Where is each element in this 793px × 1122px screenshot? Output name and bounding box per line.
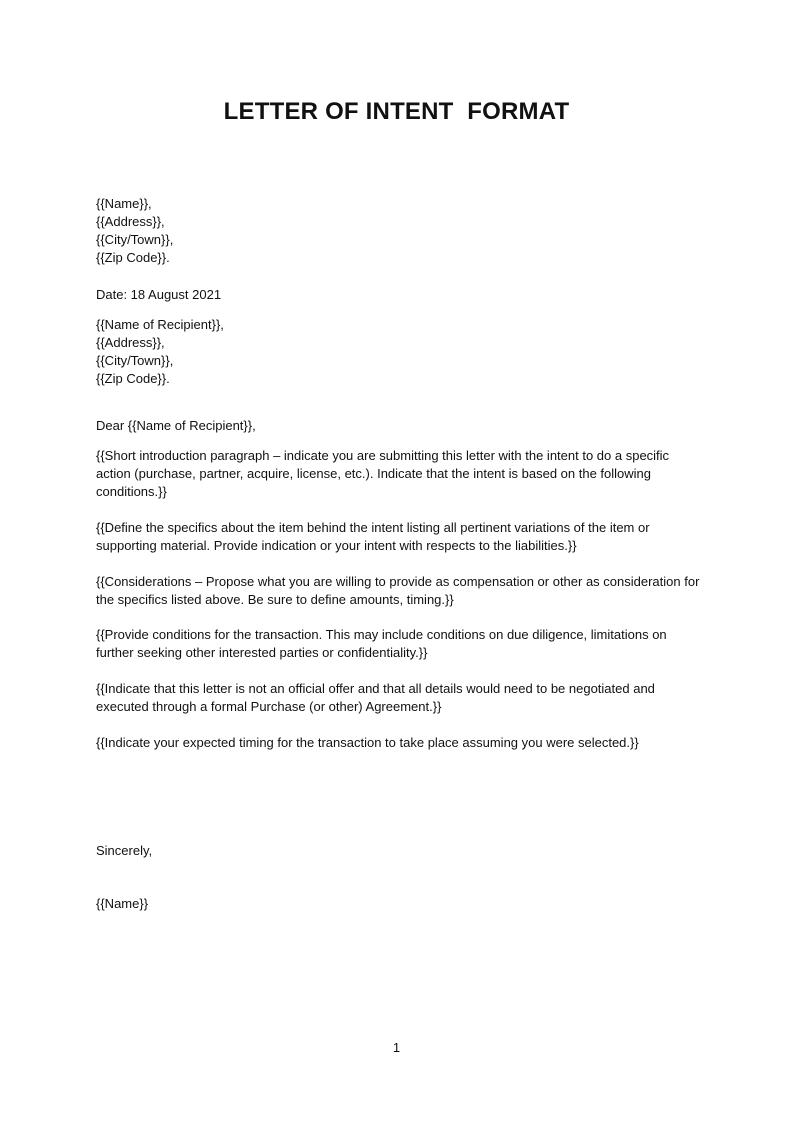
- closing: Sincerely,: [96, 843, 153, 858]
- paragraph-introduction: {{Short introduction paragraph – indicate you are submitting this letter with the intent to do a specific action (purchase, partner, acquire, license, etc.). Indicate that the intent is based on the following conditions.}}: [96, 448, 670, 499]
- recipient-address: {{Address}},: [96, 335, 165, 350]
- paragraph-considerations: {{Considerations – Propose what you are willing to provide as compensation or other as consideration for the specifics listed above. Be sure to define amounts, timing.}}: [96, 574, 700, 607]
- sender-address: {{Address}},: [96, 214, 165, 229]
- paragraph-not-official-offer: {{Indicate that this letter is not an official offer and that all details would need to be negotiated and executed through a formal Purchase (or other) Agreement.}}: [96, 681, 655, 714]
- recipient-city: {{City/Town}},: [96, 353, 174, 368]
- paragraph-timing: {{Indicate your expected timing for the transaction to take place assuming you were selected.}}: [96, 735, 639, 750]
- recipient-zip: {{Zip Code}}.: [96, 371, 170, 386]
- page-number: 1: [392, 1040, 401, 1055]
- paragraph-conditions: {{Provide conditions for the transaction. This may include conditions on due diligence, limitations on further seeking other interested parties or confidentiality.}}: [96, 627, 667, 660]
- salutation: Dear {{Name of Recipient}},: [96, 418, 256, 433]
- document-title: LETTER OF INTENT FORMAT: [223, 98, 570, 125]
- sender-zip: {{Zip Code}}.: [96, 250, 170, 265]
- date-line: Date: 18 August 2021: [96, 287, 222, 302]
- sender-city: {{City/Town}},: [96, 232, 174, 247]
- recipient-address-block: [96, 316, 706, 388]
- recipient-name: {{Name of Recipient}},: [96, 317, 224, 332]
- sender-name: {{Name}},: [96, 196, 152, 211]
- sender-address-block: [96, 195, 706, 267]
- paragraph-specifics: {{Define the specifics about the item behind the intent listing all pertinent variations of the item or supporting material. Provide indication or your intent with respects to the liabilities.}}: [96, 520, 650, 553]
- signature-name: {{Name}}: [96, 896, 149, 911]
